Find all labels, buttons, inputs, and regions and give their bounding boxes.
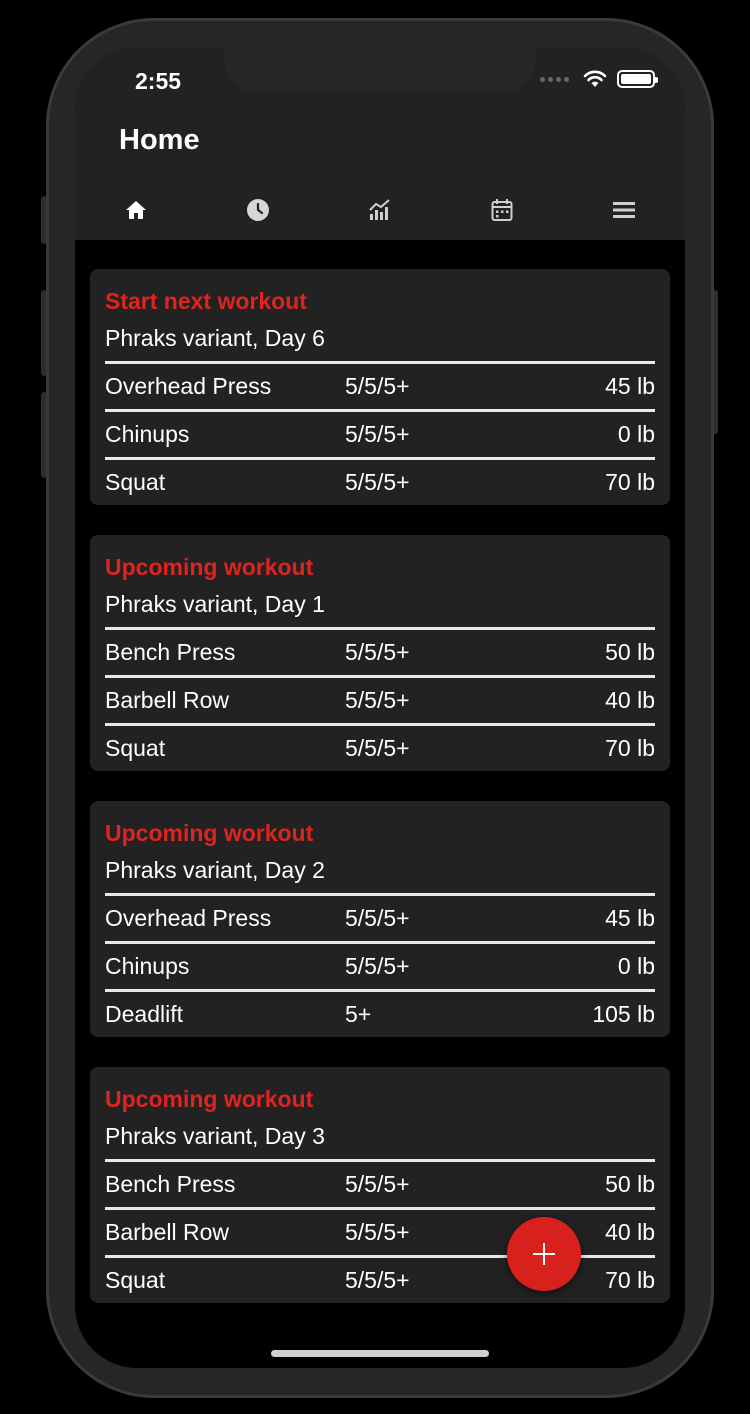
exercise-sets: 5/5/5+ xyxy=(345,735,410,761)
exercise-weight: 105 lb xyxy=(592,1001,655,1027)
exercise-weight: 45 lb xyxy=(605,373,655,399)
exercise-sets: 5/5/5+ xyxy=(345,687,410,713)
exercise-weight: 45 lb xyxy=(605,905,655,931)
workout-card-upcoming[interactable] xyxy=(90,1067,670,1303)
plus-icon xyxy=(531,1241,557,1267)
battery-icon xyxy=(617,70,655,88)
chart-icon xyxy=(368,198,392,222)
home-icon xyxy=(124,199,148,221)
exercise-weight: 70 lb xyxy=(605,1267,655,1293)
wifi-icon xyxy=(583,70,607,88)
workout-card-next[interactable] xyxy=(90,269,670,505)
exercise-weight: 70 lb xyxy=(605,469,655,495)
exercise-name: Barbell Row xyxy=(105,687,229,713)
exercise-sets: 5+ xyxy=(345,1001,372,1027)
exercise-name: Barbell Row xyxy=(105,1219,229,1245)
status-time: 2:55 xyxy=(135,68,182,94)
exercise-sets: 5/5/5+ xyxy=(345,639,410,665)
exercise-name: Chinups xyxy=(105,421,190,447)
exercise-row xyxy=(105,989,655,1037)
card-heading: Upcoming workout xyxy=(105,820,314,846)
exercise-name: Overhead Press xyxy=(105,905,272,931)
exercise-sets: 5/5/5+ xyxy=(345,469,410,495)
card-heading: Upcoming workout xyxy=(105,554,314,580)
exercise-row xyxy=(105,361,655,409)
workout-card-upcoming[interactable] xyxy=(90,801,670,1037)
card-heading: Upcoming workout xyxy=(105,1086,314,1112)
exercise-sets: 5/5/5+ xyxy=(345,1267,410,1293)
exercise-sets: 5/5/5+ xyxy=(345,1219,410,1245)
app-screen xyxy=(75,48,685,1368)
status-icons xyxy=(540,70,655,88)
menu-icon xyxy=(612,200,636,220)
exercise-weight: 40 lb xyxy=(605,687,655,713)
exercise-name: Overhead Press xyxy=(105,373,272,399)
clock-icon xyxy=(246,198,270,222)
exercise-sets: 5/5/5+ xyxy=(345,953,410,979)
exercise-row xyxy=(105,627,655,675)
exercise-weight: 50 lb xyxy=(605,1171,655,1197)
tab-menu[interactable] xyxy=(593,188,655,232)
exercise-name: Chinups xyxy=(105,953,190,979)
home-indicator xyxy=(271,1350,489,1357)
exercise-weight: 40 lb xyxy=(605,1219,655,1245)
exercise-name: Squat xyxy=(105,735,166,761)
tab-stats[interactable] xyxy=(349,188,411,232)
tab-history[interactable] xyxy=(227,188,289,232)
exercise-sets: 5/5/5+ xyxy=(345,421,410,447)
calendar-icon xyxy=(490,198,514,222)
workout-list xyxy=(90,269,670,1333)
exercise-weight: 0 lb xyxy=(617,421,655,447)
exercise-name: Deadlift xyxy=(105,1001,183,1027)
card-subtitle: Phraks variant, Day 6 xyxy=(105,325,325,351)
exercise-sets: 5/5/5+ xyxy=(345,373,410,399)
exercise-name: Bench Press xyxy=(105,1171,236,1197)
exercise-row xyxy=(105,723,655,771)
exercise-weight: 70 lb xyxy=(605,735,655,761)
notch xyxy=(225,48,535,92)
exercise-row xyxy=(105,893,655,941)
exercise-row xyxy=(105,457,655,505)
exercise-weight: 50 lb xyxy=(605,639,655,665)
exercise-row xyxy=(105,409,655,457)
exercise-row xyxy=(105,1159,655,1207)
tab-home[interactable] xyxy=(105,188,167,232)
workout-card-upcoming[interactable] xyxy=(90,535,670,771)
exercise-sets: 5/5/5+ xyxy=(345,1171,410,1197)
exercise-name: Squat xyxy=(105,469,166,495)
exercise-name: Bench Press xyxy=(105,639,236,665)
tab-bar xyxy=(75,188,685,232)
exercise-row xyxy=(105,675,655,723)
card-heading: Start next workout xyxy=(105,288,307,314)
exercise-row xyxy=(105,941,655,989)
add-workout-button[interactable] xyxy=(507,1217,581,1291)
exercise-sets: 5/5/5+ xyxy=(345,905,410,931)
card-subtitle: Phraks variant, Day 3 xyxy=(105,1123,325,1149)
tab-calendar[interactable] xyxy=(471,188,533,232)
card-subtitle: Phraks variant, Day 1 xyxy=(105,591,325,617)
page-title: Home xyxy=(119,124,200,156)
exercise-weight: 0 lb xyxy=(617,953,655,979)
signal-icon xyxy=(540,77,569,82)
card-subtitle: Phraks variant, Day 2 xyxy=(105,857,325,883)
exercise-name: Squat xyxy=(105,1267,166,1293)
